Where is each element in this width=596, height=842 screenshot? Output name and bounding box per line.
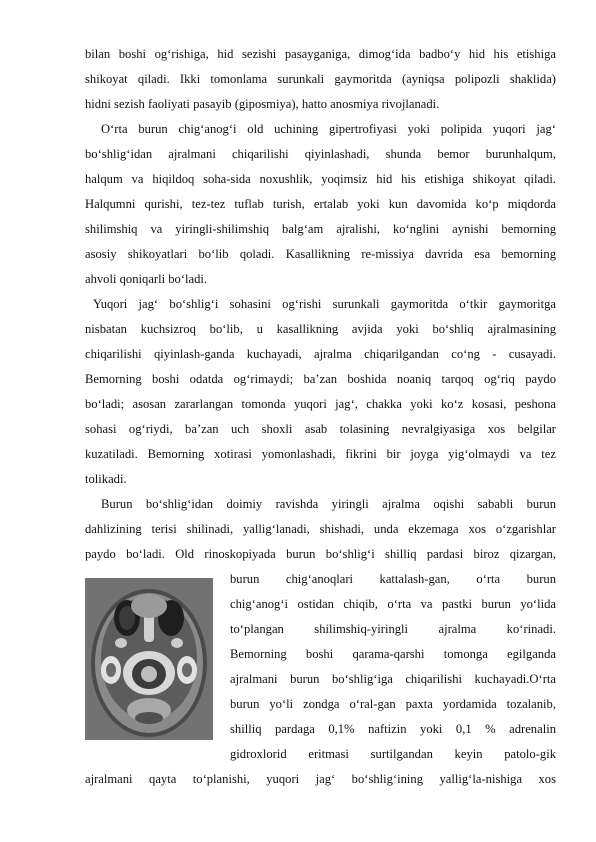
paragraph-line: burun yo‘li zondga o‘ral-gan paxta yordamida tozalanib,: [230, 697, 556, 711]
paragraph-line: burun chig‘anoqlari kattalash-gan, o‘rta burun: [230, 572, 556, 586]
paragraph-line: bilan boshi og‘rishiga, hid sezishi pasayganiga, dimog‘ida badbo‘y hid his etishiga: [85, 47, 556, 61]
paragraph-line: Bemorning boshi qarama-qarshi tomonga egilganda: [230, 647, 556, 661]
paragraph-line: chig‘anog‘i ostidan chiqib, o‘rta va pastki burun yo‘lida: [230, 597, 556, 611]
paragraph-line: bo‘shlig‘idan ajralmani chiqarilishi qiyinlashadi, shunda bemor burunhalqum,: [85, 147, 556, 161]
paragraph-line: ajralmani qayta to‘planishi, yuqori jag‘ bo‘shlig‘ining yallig‘la-nishiga xos: [85, 772, 556, 786]
paragraph-line: Bemorning boshi odatda og‘rimaydi; ba’zan boshida noaniq tarqoq og‘riq paydo: [85, 372, 556, 386]
paragraph-line: gidroxlorid eritmasi surtilgandan keyin patolo-gik: [230, 747, 556, 761]
paragraph-line: O‘rta burun chig‘anog‘i old uchining gipertrofiyasi yoki polipida yuqori jag‘: [101, 122, 556, 136]
paragraph-line: Halqumni qurishi, tez-tez tuflab turish, ertalab yoki kun davomida ko‘p miqdorda: [85, 197, 556, 211]
paragraph-line: ahvoli qoniqarli bo‘ladi.: [85, 272, 208, 286]
paragraph-line: bo‘ladi; asosan zararlangan tomonda yuqori jag‘, chakka yoki ko‘z kosasi, peshona: [85, 397, 556, 411]
paragraph-line: asosiy shikoyatlari bo‘lib qoladi. Kasallikning re-missiya davrida esa bemorning: [85, 247, 556, 261]
paragraph-line: ajralmani burun bo‘shlig‘iga chiqarilishi kuchayadi.O‘rta: [230, 672, 556, 686]
paragraph-line: shilliq pardaga 0,1% naftizin yoki 0,1 % adrenalin: [230, 722, 556, 736]
paragraph-line: chiqarilishi qiyinlash-ganda kuchayadi, ajralma chiqarilgandan co‘ng - cusayadi.: [85, 347, 556, 361]
paragraph-line: paydo bo‘ladi. Old rinoskopiyada burun bo‘shlig‘i shilliq pardasi biroz qizargan,: [85, 547, 556, 561]
paragraph-line: kuzatiladi. Bemorning xotirasi yomonlashadi, fikrini bir joyga yig‘olmaydi va tez: [85, 447, 556, 461]
paragraph-line: Yuqori jag‘ bo‘shlig‘i sohasini og‘rishi surunkali gaymoritda o‘tkir gaymoritga: [93, 297, 556, 311]
paragraph-line: Burun bo‘shlig‘idan doimiy ravishda yiringli ajralma oqishi sababli burun: [101, 497, 556, 511]
paragraph-line: shikoyat qiladi. Ikki tomonlama surunkali gaymoritda (ayniqsa polipozli shaklida): [85, 72, 556, 86]
paragraph-line: nisbatan kuchsizroq bo‘lib, u kasallikning avjida yoki bo‘shliq ajralmasining: [85, 322, 556, 336]
paragraph-line: to‘plangan shilimshiq-yiringli ajralma ko‘rinadi.: [230, 622, 556, 636]
paragraph-line: hidni sezish faoliyati pasayib (giposmiya), hatto anosmiya rivojlanadi.: [85, 97, 440, 111]
paragraph-line: sohasi og‘riydi, ba’zan uch shoxli asab tolasining nevralgiyasiga xos belgilar: [85, 422, 556, 436]
paragraph-line: halqum va hiqildoq soha-sida noxushlik, yoqimsiz hid his etishiga shikoyat qiladi.: [85, 172, 556, 186]
paragraph-line: shilimshiq va yiringli-shilimshiq balg‘am ajralishi, ko‘nglini aynishi bemorning: [85, 222, 556, 236]
paragraph-line: tolikadi.: [85, 472, 127, 486]
paragraph-line: dahlizining terisi shilinadi, yallig‘lanadi, shishadi, unda ekzemaga xos o‘zgarishlar: [85, 522, 556, 536]
ct-scan-image: [85, 578, 213, 740]
